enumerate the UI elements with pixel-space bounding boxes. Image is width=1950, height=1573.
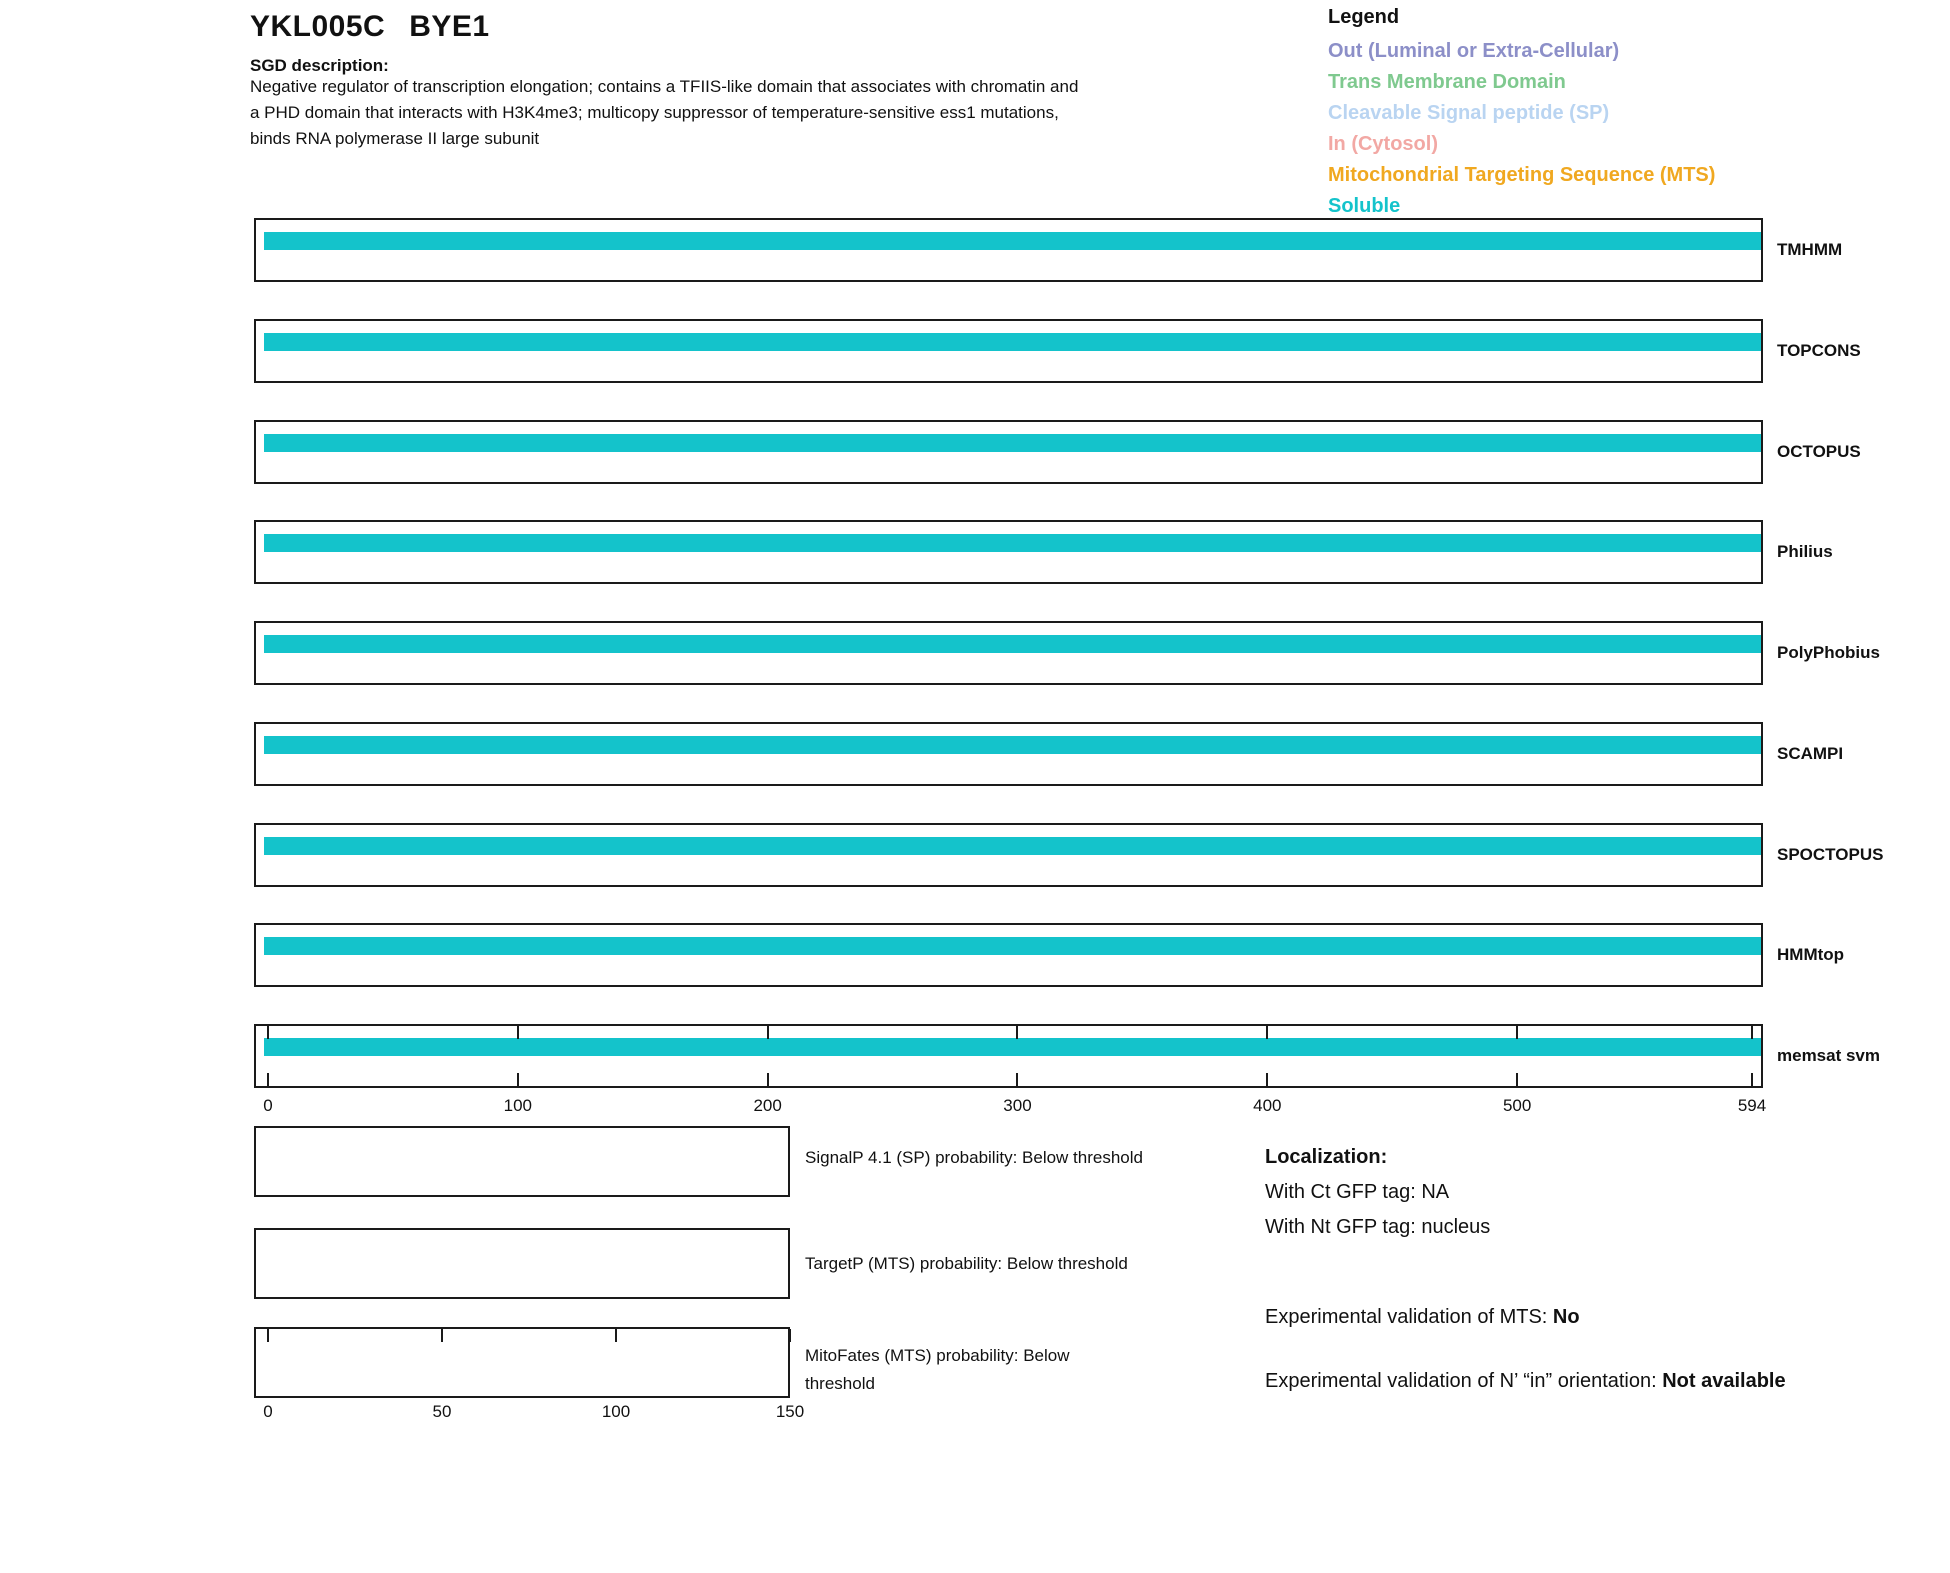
track-box-hmmtop <box>254 923 1763 987</box>
track-label-polyphobius: PolyPhobius <box>1777 643 1880 662</box>
segment-soluble <box>264 333 1761 351</box>
probability-label-3: MitoFates (MTS) probability: Below threshold <box>805 1346 1070 1393</box>
legend-title: Legend <box>1328 6 1400 28</box>
probability-label-2: TargetP (MTS) probability: Below threshold <box>805 1254 1128 1273</box>
track-box-scampi <box>254 722 1763 786</box>
axis-tick-label: 400 <box>1253 1096 1282 1115</box>
page-title <box>250 10 490 44</box>
legend-item: Soluble <box>1328 195 1401 217</box>
nt-gfp-line: With Nt GFP tag: nucleus <box>1265 1216 1491 1238</box>
track-label-hmmtop: HMMtop <box>1777 945 1845 964</box>
sgd-description-line-1: Negative regulator of transcription elongation; contains a TFIIS-like domain that associates with chromatin and <box>250 77 1079 96</box>
axis-tick <box>1751 1073 1753 1086</box>
axis-tick-label: 300 <box>1003 1096 1032 1115</box>
gene-name: BYE1 <box>409 10 490 43</box>
track-label-spoctopus: SPOCTOPUS <box>1777 845 1884 864</box>
orientation-validation-label: Experimental validation of N’ “in” orientation: <box>1265 1370 1663 1392</box>
sgd-description-line-3: binds RNA polymerase II large subunit <box>250 129 540 148</box>
segment-soluble <box>264 434 1761 452</box>
segment-soluble <box>264 232 1761 250</box>
track-box-octopus <box>254 420 1763 484</box>
orientation-validation-line <box>1265 1364 1810 1399</box>
track-label-memsat-svm: memsat svm <box>1777 1046 1881 1065</box>
track-label-philius: Philius <box>1777 542 1833 561</box>
axis-tick <box>767 1073 769 1086</box>
axis-tick <box>517 1073 519 1086</box>
segment-soluble <box>264 937 1761 955</box>
gene-id: YKL005C <box>250 10 386 43</box>
axis-tick-label: 500 <box>1502 1096 1532 1115</box>
axis-tick-label: 200 <box>753 1096 782 1115</box>
track-box-philius <box>254 520 1763 584</box>
segment-soluble <box>264 534 1761 552</box>
mts-validation-label: Experimental validation of MTS: <box>1265 1306 1553 1328</box>
track-label-topcons: TOPCONS <box>1777 341 1861 360</box>
orientation-validation-value: Not available <box>1662 1370 1786 1392</box>
legend-item: Mitochondrial Targeting Sequence (MTS) <box>1328 164 1716 186</box>
axis-tick <box>1266 1026 1268 1039</box>
sgd-description-text <box>250 74 1078 152</box>
axis-tick <box>789 1329 791 1342</box>
legend <box>1328 36 1715 222</box>
axis-tick <box>1016 1073 1018 1086</box>
axis-tick-label: 0 <box>263 1096 273 1115</box>
axis-tick <box>615 1329 617 1342</box>
axis-tick <box>767 1026 769 1039</box>
track-label-octopus: OCTOPUS <box>1777 442 1861 461</box>
legend-item: Trans Membrane Domain <box>1328 71 1566 93</box>
mts-validation-line <box>1265 1306 1580 1329</box>
legend-item: Out (Luminal or Extra-Cellular) <box>1328 40 1620 62</box>
axis-tick <box>267 1026 269 1039</box>
segment-soluble <box>264 736 1761 754</box>
ct-gfp-line: With Ct GFP tag: NA <box>1265 1181 1450 1203</box>
legend-item: In (Cytosol) <box>1328 133 1438 155</box>
axis-tick <box>1751 1026 1753 1039</box>
axis-tick-label: 150 <box>775 1402 805 1421</box>
axis-tick <box>1516 1026 1518 1039</box>
sgd-description-heading: SGD description: <box>250 56 389 75</box>
track-label-tmhmm: TMHMM <box>1777 240 1843 259</box>
sgd-description-line-2: a PHD domain that interacts with H3K4me3; multicopy suppressor of temperature-sensitive ess1 mutations, <box>250 103 1059 122</box>
axis-tick <box>441 1329 443 1342</box>
probability-box-signalp-4-1-sp- <box>254 1126 790 1197</box>
probability-box-targetp-mts- <box>254 1228 790 1299</box>
track-box-spoctopus <box>254 823 1763 887</box>
segment-soluble <box>264 635 1761 653</box>
probability-label-1: SignalP 4.1 (SP) probability: Below threshold <box>805 1148 1143 1167</box>
axis-tick-label: 594 <box>1737 1096 1767 1115</box>
axis-tick-label: 100 <box>601 1402 631 1421</box>
axis-tick <box>267 1329 269 1342</box>
axis-tick-label: 50 <box>432 1402 452 1421</box>
track-box-tmhmm <box>254 218 1763 282</box>
axis-tick <box>267 1073 269 1086</box>
track-box-memsat-svm <box>254 1024 1763 1088</box>
track-label-scampi: SCAMPI <box>1777 744 1844 763</box>
axis-tick-label: 0 <box>263 1402 273 1421</box>
axis-tick <box>517 1026 519 1039</box>
segment-soluble <box>264 837 1761 855</box>
segment-soluble <box>264 1038 1761 1056</box>
legend-item: Cleavable Signal peptide (SP) <box>1328 102 1610 124</box>
mts-validation-value: No <box>1552 1306 1580 1328</box>
axis-tick-label: 100 <box>503 1096 533 1115</box>
localization-heading: Localization: <box>1265 1146 1388 1168</box>
axis-tick <box>1516 1073 1518 1086</box>
axis-tick <box>1266 1073 1268 1086</box>
probability-box-mitofates-mts- <box>254 1327 790 1398</box>
axis-tick <box>1016 1026 1018 1039</box>
track-box-polyphobius <box>254 621 1763 685</box>
track-box-topcons <box>254 319 1763 383</box>
